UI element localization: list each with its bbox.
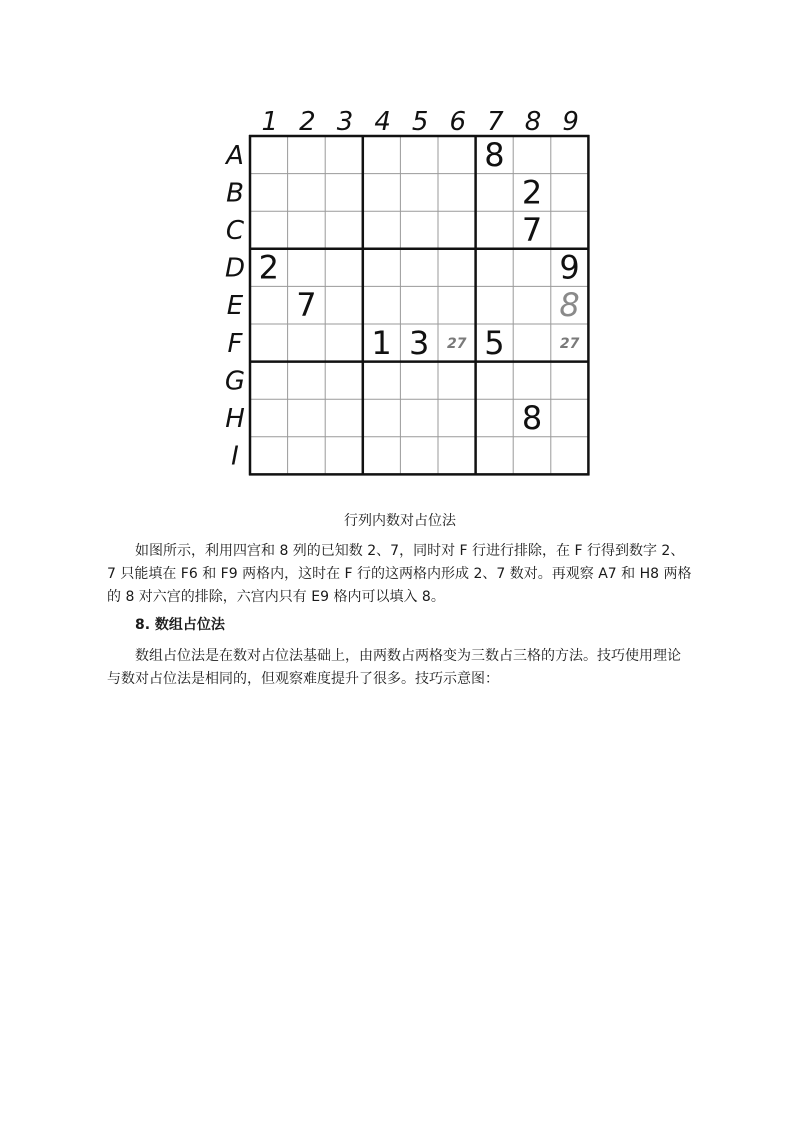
solved-digit: 8: [559, 286, 580, 325]
paragraph-intro: 数组占位法是在数对占位法基础上，由两数占两格变为三数占三格的方法。技巧使用理论与数对占位法是相同的，但观察难度提升了很多。技巧示意图：: [107, 648, 681, 687]
column-label: 2: [299, 107, 316, 137]
given-digit: 2: [258, 248, 279, 287]
given-digit: 7: [296, 286, 317, 325]
row-label: G: [224, 366, 246, 397]
row-label: E: [226, 291, 244, 322]
row-label: C: [225, 216, 245, 246]
sudoku-grid: [212, 100, 592, 480]
candidate-pair: 27: [559, 335, 580, 352]
sudoku-figure: [212, 100, 592, 480]
row-label: D: [224, 253, 246, 284]
column-label: 1: [261, 107, 279, 137]
given-digit: 9: [559, 248, 580, 287]
given-digit: 8: [484, 135, 505, 174]
given-digit: 5: [484, 323, 505, 362]
section-heading: 8. 数组占位法: [135, 617, 225, 633]
column-label: 4: [374, 107, 391, 137]
given-digit: 2: [521, 173, 543, 212]
column-label: 5: [411, 107, 429, 137]
given-digit: 8: [521, 399, 543, 437]
column-label: 8: [524, 107, 542, 137]
row-label: H: [225, 404, 245, 434]
row-label: F: [227, 328, 243, 359]
given-digit: 3: [409, 323, 430, 362]
paragraph-explanation: 如图所示，利用四宫和 8 列的已知数 2、7，同时对 F 行进行排除，在 F 行得到数字 2、7 只能填在 F6 和 F9 两格内，这时在 F 行的这两格内形成 2、7 数对。再观察 A7 和 H8 两格的 8 对六宫的排除，六宫内只有 E9 格内可以填入 8。: [107, 543, 692, 605]
row-label: I: [231, 441, 239, 472]
row-label: B: [226, 178, 244, 209]
candidate-pair: 27: [447, 335, 467, 352]
column-label: 7: [487, 107, 504, 137]
column-label: 3: [336, 107, 354, 137]
column-label: 9: [562, 107, 579, 137]
column-label: 6: [449, 107, 467, 137]
given-digit: 1: [371, 323, 392, 362]
row-label: A: [226, 140, 244, 171]
given-digit: 7: [521, 211, 543, 249]
figure-caption: 行列内数对占位法: [344, 513, 456, 529]
